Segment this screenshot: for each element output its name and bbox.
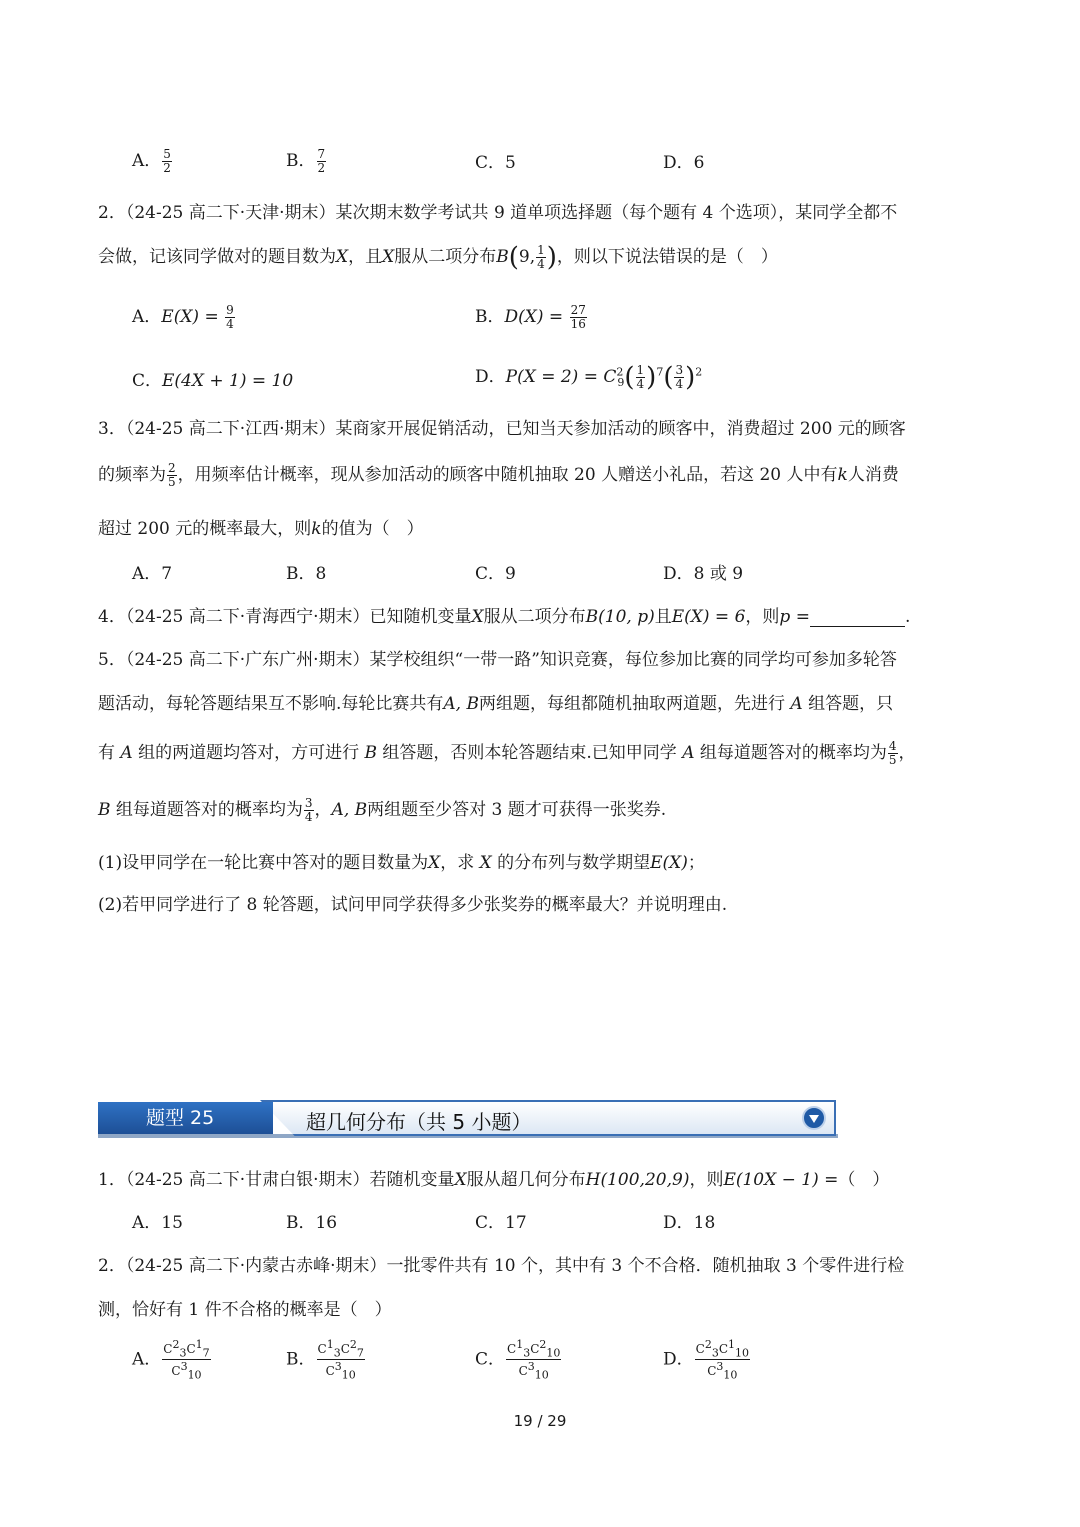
q2-option-d: D．$P(X = 2) = C^2_9$( $\frac{1}{4}$ )$^7$( $\frac{3}{4}$ )$^2$ <box>475 362 703 393</box>
q3-stem-line2: 的频率为 $\frac{2}{5}$ ，用频率估计概率，现从参加活动的顾客中随机抽取 20 人赠送小礼品，若这 20 人中有k人消费 <box>98 461 899 489</box>
fraction: $\frac{27}{16}$ <box>570 303 586 331</box>
s1-stem: 1．（24-25 高二下·甘肃白银·期末）若随机变量X服从超几何分布H(100,20,9)，则E(10X − 1) =（ ） <box>98 1170 890 1190</box>
fraction: $\frac{2}{5}$ <box>168 461 176 489</box>
s1-option-b: B．16 <box>286 1213 338 1233</box>
s2-option-b: B． $\frac{C^1_3C^2_7}{C^3_{10}}$ <box>286 1338 364 1382</box>
q3-stem-line3: 超过 200 元的概率最大，则k的值为（ ） <box>98 519 424 539</box>
option-label: B． <box>286 151 316 171</box>
fraction: $\frac{C^1_3C^2_{10}}{C^3_{10}}$ <box>507 1338 561 1382</box>
q5-stem-line4: B 组每道题答对的概率均为 $\frac{3}{4}$ ，A, B两组题至少答对 3 题才可获得一张奖券. <box>98 796 667 824</box>
fraction: $\frac{5}{2}$ <box>163 147 171 175</box>
s2-option-c: C． $\frac{C^1_3C^2_{10}}{C^3_{10}}$ <box>475 1338 561 1382</box>
q2-stem-line2: 会做，记该同学做对的题目数为X，且X服从二项分布B(9, $\frac{1}{4}$ )，则以下说法错误的是（ ） <box>98 242 778 273</box>
q2-stem-line1: 2．（24-25 高二下·天津·期末）某次期末数学考试共 9 道单项选择题（每个题有 4 个选项），某同学全都不 <box>98 203 898 223</box>
q3-stem-line1: 3．（24-25 高二下·江西·期末）某商家开展促销活动，已知当天参加活动的顾客中，消费超过 200 元的顾客 <box>98 419 906 439</box>
s2-option-a: A． $\frac{C^2_3C^1_7}{C^3_{10}}$ <box>132 1338 210 1382</box>
option-label: A． <box>132 151 162 171</box>
q2-option-b: B．D(X) = $\frac{27}{16}$ <box>475 303 586 331</box>
option-d: D．6 <box>663 153 705 173</box>
q5-stem-line2: 题活动，每轮答题结果互不影响.每轮比赛共有A, B两组题，每组都随机抽取两道题，先进行 A 组答题，只 <box>98 694 894 714</box>
q2-option-a: A．E(X) = $\frac{9}{4}$ <box>132 303 234 331</box>
q4-stem: 4．（24-25 高二下·青海西宁·期末）已知随机变量X服从二项分布B(10, p)且E(X) = 6，则p = . <box>98 607 911 627</box>
section-tag: 题型 25 <box>98 1102 273 1134</box>
fraction: $\frac{3}{4}$ <box>304 796 313 824</box>
answer-blank <box>810 608 905 627</box>
page-number: 19 / 29 <box>513 1412 567 1430</box>
q5-stem-line1: 5．（24-25 高二下·广东广州·期末）某学校组织“一带一路”知识竞赛，每位参加比赛的同学均可参加多轮答 <box>98 650 897 670</box>
q3-option-d: D．8 或 9 <box>663 564 744 584</box>
q3-option-b: B．8 <box>286 564 327 584</box>
fraction: $\frac{1}{4}$ <box>537 243 545 271</box>
q5-stem-line3: 有 A 组的两道题均答对，方可进行 B 组答题，否则本轮答题结束.已知甲同学 A 组每道题答对的概率均为 $\frac{4}{5}$ ， <box>98 739 916 767</box>
fraction: $\frac{C^2_3C^1_7}{C^3_{10}}$ <box>163 1338 210 1382</box>
fraction: $\frac{C^2_3C^1_{10}}{C^3_{10}}$ <box>695 1338 750 1382</box>
q5-part1: (1)设甲同学在一轮比赛中答对的题目数量为X，求 X 的分布列与数学期望E(X)； <box>98 853 705 873</box>
q3-option-a: A．7 <box>132 564 173 584</box>
fraction: $\frac{7}{2}$ <box>317 147 326 175</box>
fraction: $\frac{4}{5}$ <box>888 739 897 767</box>
fraction: $\frac{C^1_3C^2_7}{C^3_{10}}$ <box>317 1338 364 1382</box>
s1-option-c: C．17 <box>475 1213 527 1233</box>
q2-option-c: C．E(4X + 1) = 10 <box>132 371 294 391</box>
s1-option-d: D．18 <box>663 1213 716 1233</box>
s2-option-d: D． $\frac{C^2_3C^1_{10}}{C^3_{10}}$ <box>663 1338 750 1382</box>
q3-option-c: C．9 <box>475 564 516 584</box>
s2-stem-line1: 2．（24-25 高二下·内蒙古赤峰·期末）一批零件共有 10 个，其中有 3 个不合格．随机抽取 3 个零件进行检 <box>98 1256 905 1276</box>
option-b <box>286 146 327 175</box>
chevron-down-icon <box>802 1106 826 1130</box>
option-c: C．5 <box>475 153 516 173</box>
q5-part2: (2)若甲同学进行了 8 轮答题，试问甲同学获得多少张奖券的概率最大？并说明理由. <box>98 895 728 915</box>
s1-option-a: A．15 <box>132 1213 183 1233</box>
section-title: 超几何分布（共 5 小题） <box>306 1110 532 1134</box>
option-a <box>132 146 173 175</box>
section-header <box>98 1100 838 1140</box>
s2-stem-line2: 测，恰好有 1 件不合格的概率是（ ） <box>98 1300 392 1320</box>
fraction: $\frac{9}{4}$ <box>226 303 234 331</box>
